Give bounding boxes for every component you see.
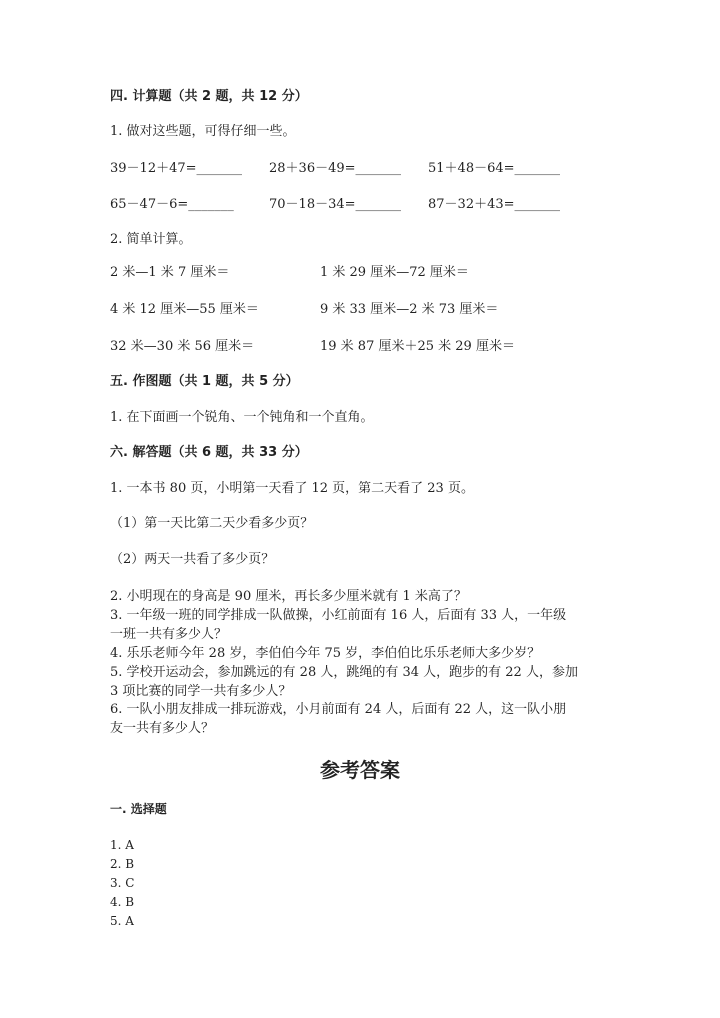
question-text: 1. 在下面画一个锐角、一个钝角和一个直角。: [110, 410, 374, 425]
question-text: 3 项比赛的同学一共有多少人？: [110, 684, 292, 699]
question-text: 友一共有多少人？: [110, 721, 215, 736]
question-text: 3. 一年级一班的同学排成一队做操，小红前面有 16 人，后面有 33 人，一年级: [110, 608, 567, 623]
calc-item: 87－32＋43=_______: [428, 197, 561, 212]
calc-item: 19 米 87 厘米＋25 米 29 厘米＝: [320, 339, 515, 354]
answers-title: 参考答案: [320, 758, 400, 782]
question-text: 2. 小明现在的身高是 90 厘米，再长多少厘米就有 1 米高了？: [110, 589, 467, 604]
question-text: 6. 一队小朋友排成一排玩游戏，小月前面有 24 人，后面有 22 人，这一队小朋: [110, 702, 567, 717]
calc-item: 39－12＋47=_______: [110, 161, 243, 176]
question-text: 1. 做对这些题，可得仔细一些。: [110, 124, 296, 139]
question-text: 5. 学校开运动会，参加跳远的有 28 人，跳绳的有 34 人，跑步的有 22 人，参加: [110, 665, 578, 680]
calc-item: 1 米 29 厘米—72 厘米＝: [320, 265, 469, 280]
answer-item: 3. C: [110, 876, 135, 890]
section-5-heading: 五. 作图题（共 1 题，共 5 分）: [110, 374, 299, 389]
section-4-heading: 四. 计算题（共 2 题，共 12 分）: [110, 89, 308, 104]
calc-item: 28＋36－49=_______: [269, 161, 402, 176]
calc-item: 65－47－6=_______: [110, 197, 234, 212]
answers-heading: 一. 选择题: [110, 802, 167, 816]
answer-item: 1. A: [110, 838, 134, 852]
sub-question: （1）第一天比第二天少看多少页？: [110, 516, 314, 531]
calc-item: 9 米 33 厘米—2 米 73 厘米＝: [320, 302, 499, 317]
section-6-heading: 六. 解答题（共 6 题，共 33 分）: [110, 445, 308, 460]
answer-item: 5. A: [110, 914, 134, 928]
answer-item: 2. B: [110, 857, 135, 871]
calc-item: 32 米—30 米 56 厘米＝: [110, 339, 255, 354]
question-text: 2. 简单计算。: [110, 232, 192, 247]
answer-item: 4. B: [110, 895, 135, 909]
calc-item: 70－18－34=_______: [269, 197, 402, 212]
question-text: 4. 乐乐老师今年 28 岁，李伯伯今年 75 岁，李伯伯比乐乐老师大多少岁？: [110, 646, 541, 661]
calc-item: 51＋48－64=_______: [428, 161, 561, 176]
question-text: 一班一共有多少人？: [110, 627, 228, 642]
sub-question: （2）两天一共看了多少页？: [110, 552, 275, 567]
question-text: 1. 一本书 80 页，小明第一天看了 12 页，第二天看了 23 页。: [110, 481, 474, 496]
calc-item: 2 米—1 米 7 厘米＝: [110, 265, 230, 280]
calc-item: 4 米 12 厘米—55 厘米＝: [110, 302, 259, 317]
